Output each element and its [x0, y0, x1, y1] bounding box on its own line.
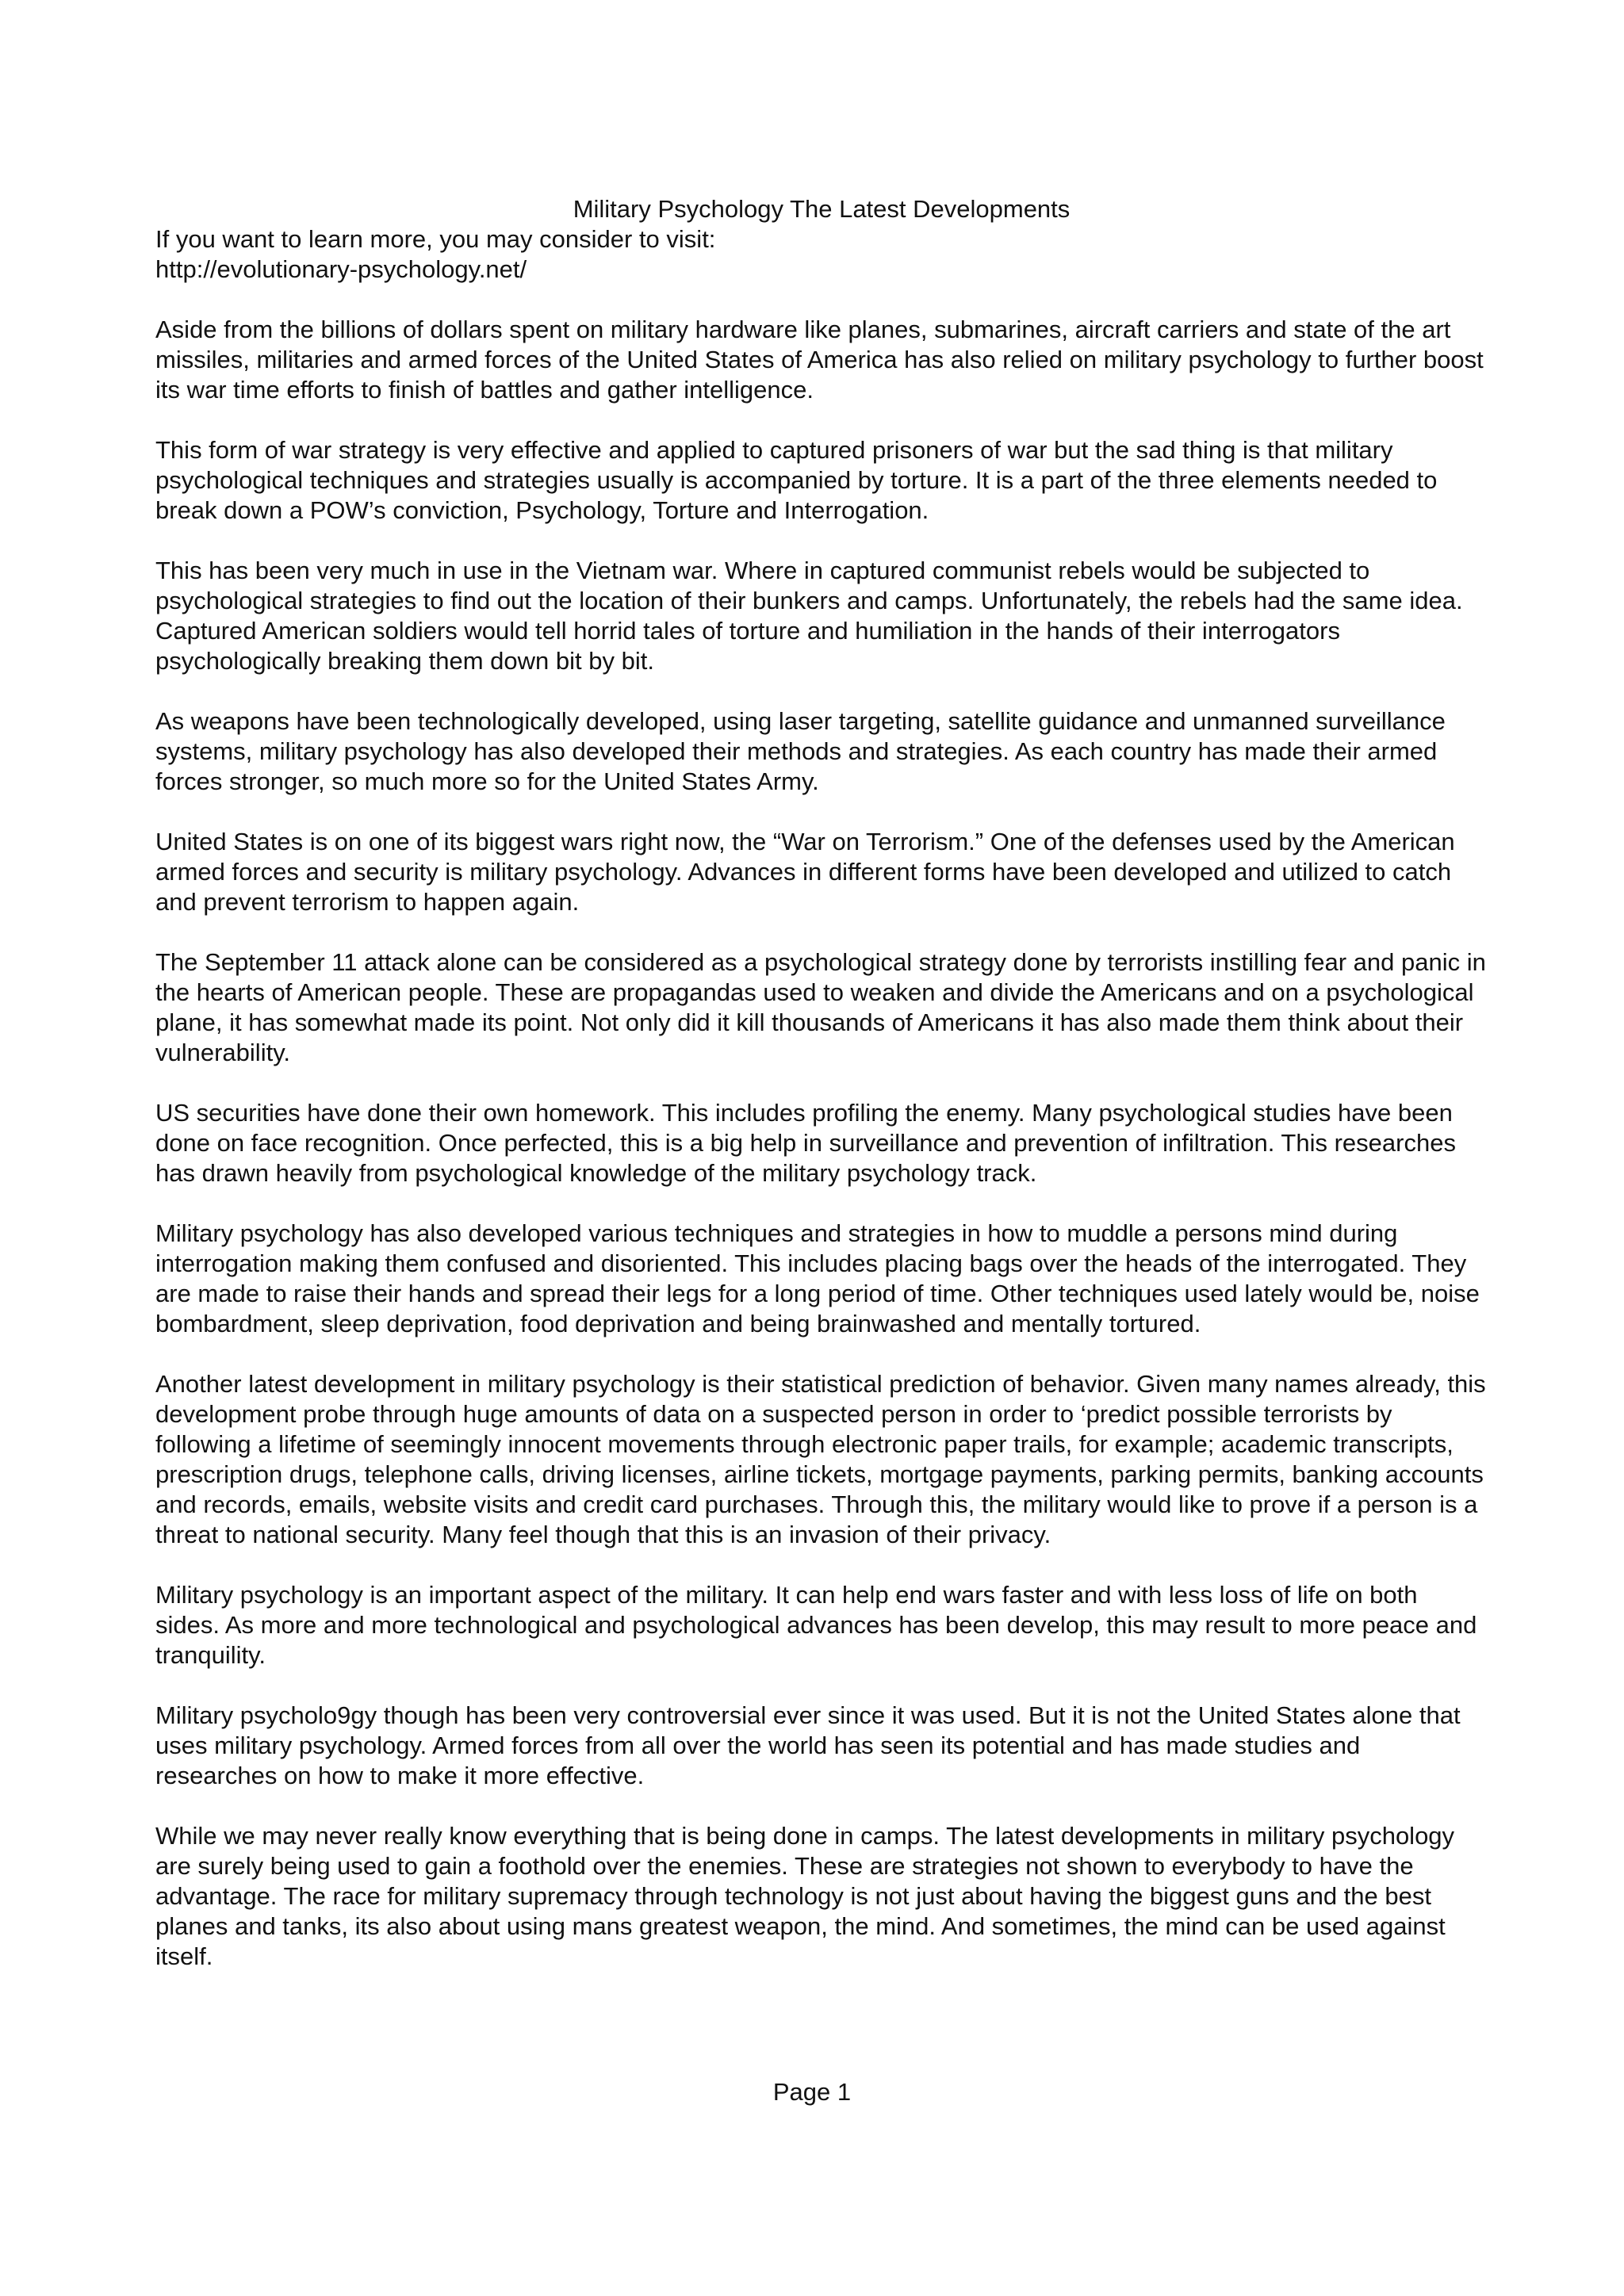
paragraph: The September 11 attack alone can be considered as a psychological strategy done by terrorists instilling fear and panic in the hearts of American people. These are propagandas used to weaken and divide the Americans and on a psychological plane, it has somewhat made its point. Not only did it kill thousands of Americans it has also made them think about their vulnerability. [155, 948, 1486, 1066]
intro-url: http://evolutionary-psychology.net/ [155, 255, 527, 283]
document-body [155, 194, 1488, 1972]
paragraph: Military psycholo9gy though has been very controversial ever since it was used. But it is not the United States alone that uses military psychology. Armed forces from all over the world has seen its potential and has made studies and researches on how to make it more effective. [155, 1701, 1461, 1789]
paragraph: Aside from the billions of dollars spent on military hardware like planes, submarines, aircraft carriers and state of the art missiles, militaries and armed forces of the United States of America has also relied on military psychology to further boost its war time efforts to finish of battles and gather intelligence. [155, 316, 1484, 404]
paragraph: This has been very much in use in the Vietnam war. Where in captured communist rebels would be subjected to psychological strategies to find out the location of their bunkers and camps. Unfortunately, the rebels had the same idea. Captured American soldiers would tell horrid tales of torture and humiliation in the hands of their interrogators psychologically breaking them down bit by bit. [155, 557, 1463, 675]
paragraph: United States is on one of its biggest wars right now, the “War on Terrorism.” One of the defenses used by the American armed forces and security is military psychology. Advances in different forms have been developed and utilized to catch and prevent terrorism to happen again. [155, 828, 1455, 916]
paragraph: Military psychology has also developed various techniques and strategies in how to muddle a persons mind during interrogation making them confused and disoriented. This includes placing bags over the heads of the interrogated. They are made to raise their hands and spread their legs for a long period of time. Other techniques used lately would be, noise bombardment, sleep deprivation, food deprivation and being brainwashed and mentally tortured. [155, 1219, 1480, 1337]
paragraph: As weapons have been technologically developed, using laser targeting, satellite guidance and unmanned surveillance systems, military psychology has also developed their methods and strategies. As each country has made their armed forces stronger, so much more so for the United States Army. [155, 707, 1446, 795]
paragraph: Another latest development in military psychology is their statistical prediction of behavior. Given many names already, this development probe through huge amounts of data on a suspected person in order to ‘predict possible terrorists by following a lifetime of seemingly innocent movements through electronic paper trails, for example; academic transcripts, prescription drugs, telephone calls, driving licenses, airline tickets, mortgage payments, parking permits, banking accounts and records, emails, website visits and credit card purchases. Through this, the military would like to prove if a person is a threat to national security. Many feel though that this is an invasion of their privacy. [155, 1370, 1486, 1548]
paragraph: Military psychology is an important aspect of the military. It can help end wars faster and with less loss of life on both sides. As more and more technological and psychological advances has been develop, this may result to more peace and tranquility. [155, 1581, 1477, 1669]
paragraph: This form of war strategy is very effective and applied to captured prisoners of war but the sad thing is that military psychological techniques and strategies usually is accompanied by torture. It is a part of the three elements needed to break down a POW’s conviction, Psychology, Torture and Interrogation. [155, 436, 1438, 524]
document-title: Military Psychology The Latest Developments [573, 195, 1071, 223]
paragraph: US securities have done their own homework. This includes profiling the enemy. Many psychological studies have been done on face recognition. Once perfected, this is a big help in surveillance and prevention of infiltration. This researches has drawn heavily from psychological knowledge of the military psychology track. [155, 1099, 1456, 1187]
paragraph: While we may never really know everything that is being done in camps. The latest developments in military psychology are surely being used to gain a foothold over the enemies. These are strategies not shown to everybody to have the advantage. The race for military supremacy through technology is not just about having the biggest guns and the best planes and tanks, its also about using mans greatest weapon, the mind. And sometimes, the mind can be used against itself. [155, 1822, 1455, 1970]
intro-line: If you want to learn more, you may consider to visit: [155, 225, 716, 253]
page-number: Page 1 [772, 2078, 852, 2106]
